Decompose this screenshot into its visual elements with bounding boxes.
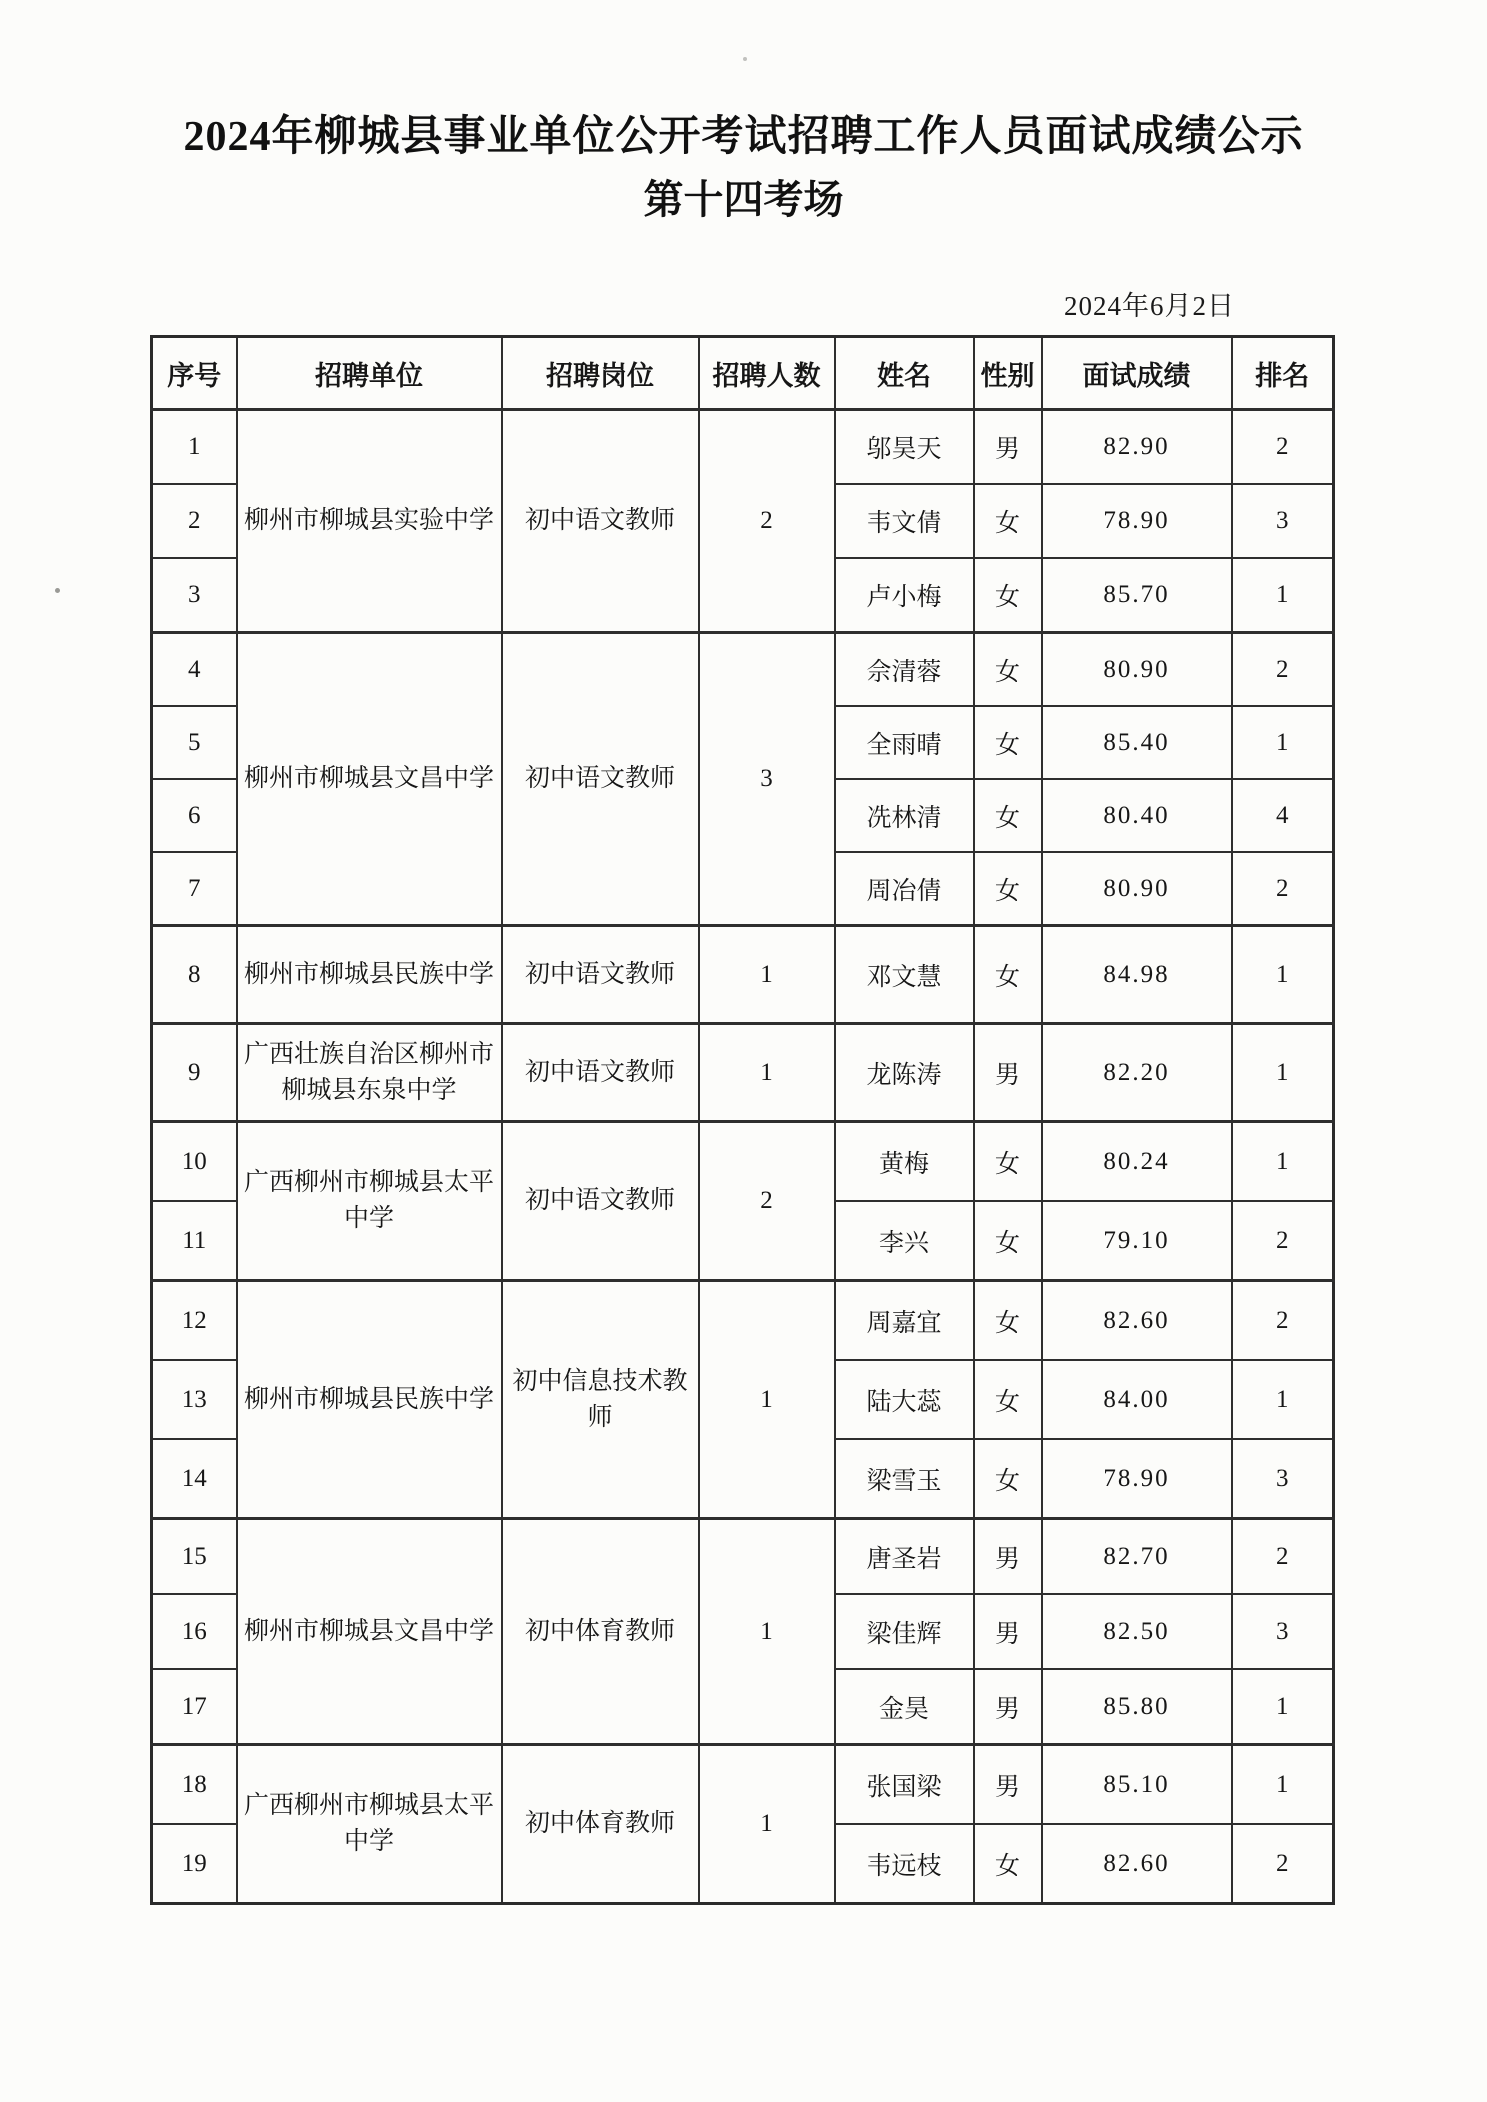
rank-cell: 2 [1232,1201,1334,1281]
row-number-cell: 14 [152,1439,237,1519]
name-cell: 龙陈涛 [835,1024,974,1122]
row-number-cell: 15 [152,1519,237,1595]
column-header-count: 招聘人数 [699,337,835,410]
rank-cell: 3 [1232,1594,1334,1669]
position-cell: 初中体育教师 [502,1519,699,1745]
table-row [152,1024,1334,1122]
name-cell: 梁佳辉 [835,1594,974,1669]
table-row [152,1519,1334,1595]
table-row [152,926,1334,1024]
row-number-cell: 9 [152,1024,237,1122]
gender-cell: 男 [974,1669,1042,1745]
score-cell: 82.90 [1042,410,1232,485]
score-cell: 79.10 [1042,1201,1232,1281]
gender-cell: 女 [974,484,1042,558]
score-cell: 82.50 [1042,1594,1232,1669]
row-number-cell: 8 [152,926,237,1024]
date-label: 2024年6月2日 [1064,291,1235,321]
gender-cell: 女 [974,1439,1042,1519]
row-number-cell: 4 [152,633,237,707]
count-cell: 1 [699,1745,835,1904]
gender-cell: 男 [974,1024,1042,1122]
name-cell: 冼林清 [835,779,974,852]
unit-cell: 柳州市柳城县民族中学 [237,926,502,1024]
row-number-cell: 5 [152,706,237,779]
gender-cell: 男 [974,1519,1042,1595]
table-body [152,410,1334,1904]
rank-cell: 1 [1232,1360,1334,1439]
score-cell: 80.90 [1042,852,1232,926]
row-number-cell: 17 [152,1669,237,1745]
score-cell: 84.98 [1042,926,1232,1024]
name-cell: 梁雪玉 [835,1439,974,1519]
score-cell: 78.90 [1042,1439,1232,1519]
score-cell: 78.90 [1042,484,1232,558]
score-cell: 85.40 [1042,706,1232,779]
name-cell: 卢小梅 [835,558,974,633]
gender-cell: 女 [974,852,1042,926]
header-row [152,337,1334,410]
count-cell: 2 [699,410,835,633]
gender-cell: 女 [974,558,1042,633]
table-row [152,410,1334,485]
scan-speck [55,588,60,593]
rank-cell: 2 [1232,1281,1334,1361]
column-header-gender: 性别 [974,337,1042,410]
name-cell: 邬昊天 [835,410,974,485]
count-cell: 2 [699,1122,835,1281]
column-header-unit: 招聘单位 [237,337,502,410]
name-cell: 李兴 [835,1201,974,1281]
page-subtitle: 第十四考场 [643,177,844,222]
row-number-cell: 6 [152,779,237,852]
position-cell: 初中语文教师 [502,1122,699,1281]
score-cell: 80.40 [1042,779,1232,852]
gender-cell: 女 [974,706,1042,779]
name-cell: 张国梁 [835,1745,974,1825]
rank-cell: 2 [1232,1824,1334,1904]
row-number-cell: 3 [152,558,237,633]
gender-cell: 女 [974,779,1042,852]
rank-cell: 3 [1232,484,1334,558]
unit-cell: 柳州市柳城县文昌中学 [237,1519,502,1745]
rank-cell: 4 [1232,779,1334,852]
rank-cell: 1 [1232,1024,1334,1122]
count-cell: 3 [699,633,835,926]
score-cell: 85.10 [1042,1745,1232,1825]
rank-cell: 2 [1232,410,1334,485]
score-cell: 82.60 [1042,1281,1232,1361]
score-cell: 80.24 [1042,1122,1232,1202]
gender-cell: 女 [974,1201,1042,1281]
position-cell: 初中信息技术教师 [502,1281,699,1519]
count-cell: 1 [699,926,835,1024]
gender-cell: 女 [974,1281,1042,1361]
rank-cell: 1 [1232,926,1334,1024]
column-header-rank: 排名 [1232,337,1334,410]
interview-scores-table [150,335,1335,1905]
table-row [152,633,1334,707]
rank-cell: 2 [1232,633,1334,707]
name-cell: 全雨晴 [835,706,974,779]
column-header-no: 序号 [152,337,237,410]
score-cell: 80.90 [1042,633,1232,707]
unit-cell: 广西壮族自治区柳州市柳城县东泉中学 [237,1024,502,1122]
row-number-cell: 13 [152,1360,237,1439]
rank-cell: 1 [1232,558,1334,633]
row-number-cell: 16 [152,1594,237,1669]
column-header-name: 姓名 [835,337,974,410]
row-number-cell: 11 [152,1201,237,1281]
score-cell: 82.20 [1042,1024,1232,1122]
position-cell: 初中语文教师 [502,410,699,633]
score-cell: 85.80 [1042,1669,1232,1745]
table-row [152,1122,1334,1202]
gender-cell: 女 [974,926,1042,1024]
gender-cell: 女 [974,1360,1042,1439]
unit-cell: 柳州市柳城县民族中学 [237,1281,502,1519]
score-cell: 85.70 [1042,558,1232,633]
unit-cell: 柳州市柳城县实验中学 [237,410,502,633]
gender-cell: 男 [974,1745,1042,1825]
position-cell: 初中语文教师 [502,633,699,926]
name-cell: 韦文倩 [835,484,974,558]
unit-cell: 柳州市柳城县文昌中学 [237,633,502,926]
gender-cell: 男 [974,410,1042,485]
score-cell: 82.70 [1042,1519,1232,1595]
count-cell: 1 [699,1281,835,1519]
page-title: 2024年柳城县事业单位公开考试招聘工作人员面试成绩公示 [183,114,1304,160]
table-row [152,1281,1334,1361]
count-cell: 1 [699,1024,835,1122]
unit-cell: 广西柳州市柳城县太平中学 [237,1122,502,1281]
row-number-cell: 19 [152,1824,237,1904]
name-cell: 唐圣岩 [835,1519,974,1595]
position-cell: 初中体育教师 [502,1745,699,1904]
name-cell: 黄梅 [835,1122,974,1202]
name-cell: 陆大蕊 [835,1360,974,1439]
rank-cell: 1 [1232,1669,1334,1745]
gender-cell: 女 [974,1824,1042,1904]
row-number-cell: 18 [152,1745,237,1825]
table-header [152,337,1334,410]
row-number-cell: 7 [152,852,237,926]
rank-cell: 1 [1232,1122,1334,1202]
scan-speck [743,57,747,61]
name-cell: 周冶倩 [835,852,974,926]
name-cell: 佘清蓉 [835,633,974,707]
table-row [152,1745,1334,1825]
rank-cell: 1 [1232,1745,1334,1825]
name-cell: 邓文慧 [835,926,974,1024]
unit-cell: 广西柳州市柳城县太平中学 [237,1745,502,1904]
gender-cell: 女 [974,1122,1042,1202]
score-cell: 84.00 [1042,1360,1232,1439]
row-number-cell: 1 [152,410,237,485]
position-cell: 初中语文教师 [502,1024,699,1122]
rank-cell: 2 [1232,1519,1334,1595]
name-cell: 周嘉宜 [835,1281,974,1361]
rank-cell: 2 [1232,852,1334,926]
score-cell: 82.60 [1042,1824,1232,1904]
gender-cell: 女 [974,633,1042,707]
rank-cell: 1 [1232,706,1334,779]
column-header-score: 面试成绩 [1042,337,1232,410]
name-cell: 韦远枝 [835,1824,974,1904]
row-number-cell: 12 [152,1281,237,1361]
count-cell: 1 [699,1519,835,1745]
rank-cell: 3 [1232,1439,1334,1519]
position-cell: 初中语文教师 [502,926,699,1024]
gender-cell: 男 [974,1594,1042,1669]
name-cell: 金昊 [835,1669,974,1745]
row-number-cell: 2 [152,484,237,558]
column-header-position: 招聘岗位 [502,337,699,410]
row-number-cell: 10 [152,1122,237,1202]
